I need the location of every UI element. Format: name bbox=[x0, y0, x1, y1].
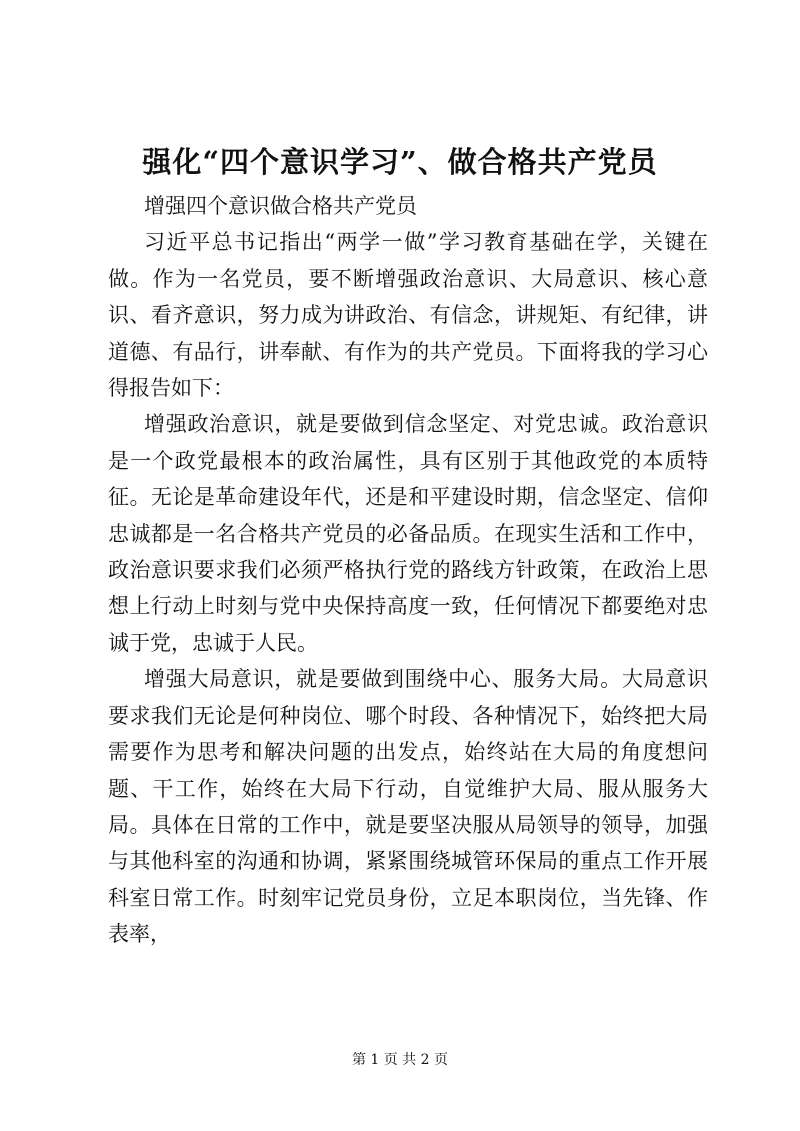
document-body bbox=[108, 188, 708, 953]
document-subtitle: 增强四个意识做合格共产党员 bbox=[144, 194, 417, 218]
document-title: 强化“四个意识学习”、做合格共产党员 bbox=[142, 145, 658, 179]
paragraph-political-awareness: 增强政治意识，就是要做到信念坚定、对党忠诚。政治意识是一个政党最根本的政治属性，具有区别于其他政党的本质特征。无论是革命建设年代，还是和平建设时期，信念坚定、信仰忠诚都是一名合格共产党员的必备品质。在现实生活和工作中，政治意识要求我们必须严格执行党的路线方针政策，在政治上思想上行动上时刻与党中央保持高度一致，任何情况下都要绝对忠诚于党，忠诚于人民。 bbox=[108, 412, 708, 655]
paragraph-overall-awareness: 增强大局意识，就是要做到围绕中心、服务大局。大局意识要求我们无论是何种岗位、哪个时段、各种情况下，始终把大局需要作为思考和解决问题的出发点，始终站在大局的角度想问题、干工作，始终在大局下行动，自觉维护大局、服从服务大局。具体在日常的工作中，就是要坚决服从局领导的领导，加强与其他科室的沟通和协调，紧紧围绕城管环保局的重点工作开展科室日常工作。时刻牢记党员身份，立足本职岗位，当先锋、作表率， bbox=[108, 667, 708, 947]
paragraph-intro: 习近平总书记指出“两学一做”学习教育基础在学，关键在做。作为一名党员，要不断增强政治意识、大局意识、核心意识、看齐意识，努力成为讲政治、有信念，讲规矩、有纪律，讲道德、有品行，讲奉献、有作为的共产党员。下面将我的学习心得报告如下： bbox=[108, 230, 708, 401]
page-number-footer: 第 1 页 共 2 页 bbox=[351, 1052, 449, 1068]
